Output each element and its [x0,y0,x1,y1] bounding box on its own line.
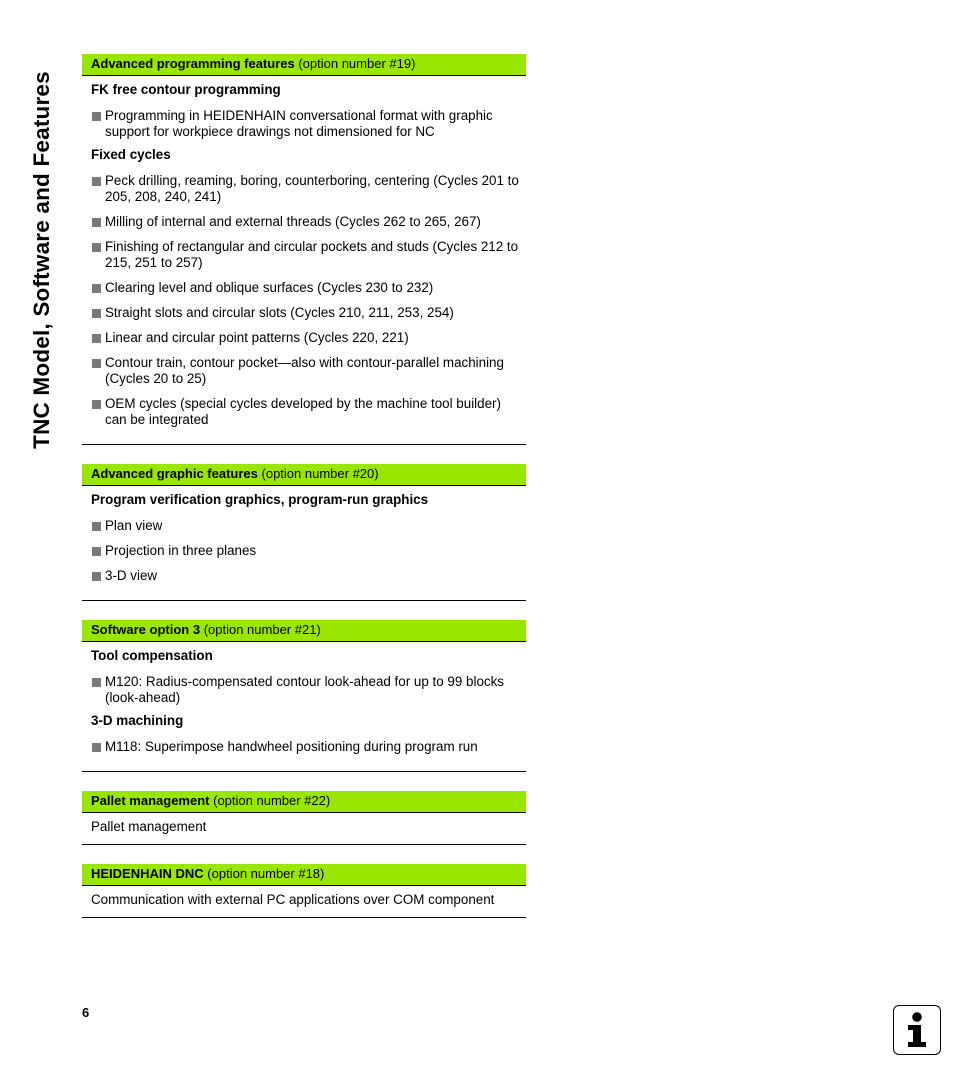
square-bullet-icon [92,547,101,556]
section-body [82,76,526,444]
square-bullet-icon [92,743,101,752]
list-item [91,214,526,230]
list-item-text: OEM cycles (special cycles developed by the machine tool builder) can be integrated [105,396,501,427]
list-item-text: Peck drilling, reaming, boring, counterboring, centering (Cycles 201 to 205, 208, 240, 241) [105,173,519,204]
info-icon [893,1005,941,1055]
bullet-list [91,173,526,428]
square-bullet-icon [92,177,101,186]
section-header [82,54,526,76]
list-item [91,355,526,387]
list-item-text: M120: Radius-compensated contour look-ahead for up to 99 blocks (look-ahead) [105,674,504,705]
section-header [82,620,526,642]
section-header [82,464,526,486]
list-item-text: Projection in three planes [105,543,257,558]
square-bullet-icon [92,112,101,121]
list-item [91,518,526,534]
list-item-text: Plan view [105,518,163,533]
list-item-text: Linear and circular point patterns (Cycles 220, 221) [105,330,409,345]
list-item [91,305,526,321]
option-number: (option number #18) [207,866,325,881]
section-body [82,642,526,771]
list-item-text: Clearing level and oblique surfaces (Cycles 230 to 232) [105,280,434,295]
option-number: (option number #21) [203,622,321,637]
section-body [82,486,526,600]
side-chapter-title-text: TNC Model, Software and Features [29,71,54,449]
square-bullet-icon [92,359,101,368]
feature-section [82,54,526,445]
list-item-text: Programming in HEIDENHAIN conversational format with graphic support for workpiece drawings not dimensioned for NC [105,108,493,139]
page-number: 6 [82,1005,90,1020]
option-number: (option number #20) [261,466,379,481]
feature-section [82,620,526,772]
sub-heading: Fixed cycles [91,147,171,162]
list-item-text: Milling of internal and external threads (Cycles 262 to 265, 267) [105,214,481,229]
square-bullet-icon [92,572,101,581]
bullet-list [91,518,526,584]
feature-section [82,791,526,845]
bullet-list [91,108,526,140]
sub-heading: Program verification graphics, program-run graphics [91,492,429,507]
section-header [82,791,526,813]
square-bullet-icon [92,334,101,343]
sub-heading: Tool compensation [91,648,213,663]
list-item-text: Straight slots and circular slots (Cycles 210, 211, 253, 254) [105,305,454,320]
list-item [91,396,526,428]
square-bullet-icon [92,284,101,293]
list-item [91,280,526,296]
sub-heading: 3-D machining [91,713,184,728]
feature-section [82,464,526,601]
section-body [82,886,526,917]
feature-content [82,54,526,937]
square-bullet-icon [92,678,101,687]
section-title: Software option 3 [91,622,201,637]
section-title: Advanced graphic features [91,466,258,481]
square-bullet-icon [92,522,101,531]
section-title: Advanced programming features [91,56,295,71]
option-number: (option number #19) [298,56,416,71]
list-item [91,330,526,346]
option-number: (option number #22) [213,793,331,808]
list-item-text: 3-D view [105,568,158,583]
list-item [91,543,526,559]
list-item-text: Finishing of rectangular and circular pockets and studs (Cycles 212 to 215, 251 to 257) [105,239,519,270]
bullet-list [91,739,526,755]
section-body [82,813,526,844]
list-item-text: Contour train, contour pocket—also with contour-parallel machining (Cycles 20 to 25) [105,355,504,386]
list-item [91,173,526,205]
list-item-text: M118: Superimpose handwheel positioning during program run [105,739,478,754]
section-header [82,864,526,886]
list-item [91,568,526,584]
square-bullet-icon [92,309,101,318]
list-item [91,739,526,755]
feature-section [82,864,526,918]
section-title: HEIDENHAIN DNC [91,866,204,881]
list-item [91,239,526,271]
list-item [91,674,526,706]
square-bullet-icon [92,243,101,252]
section-text: Communication with external PC applications over COM component [91,892,495,907]
side-chapter-title [22,40,62,480]
square-bullet-icon [92,218,101,227]
section-title: Pallet management [91,793,210,808]
list-item [91,108,526,140]
square-bullet-icon [92,400,101,409]
sub-heading: FK free contour programming [91,82,281,97]
section-text: Pallet management [91,819,207,834]
info-glyph [904,1011,930,1049]
bullet-list [91,674,526,706]
